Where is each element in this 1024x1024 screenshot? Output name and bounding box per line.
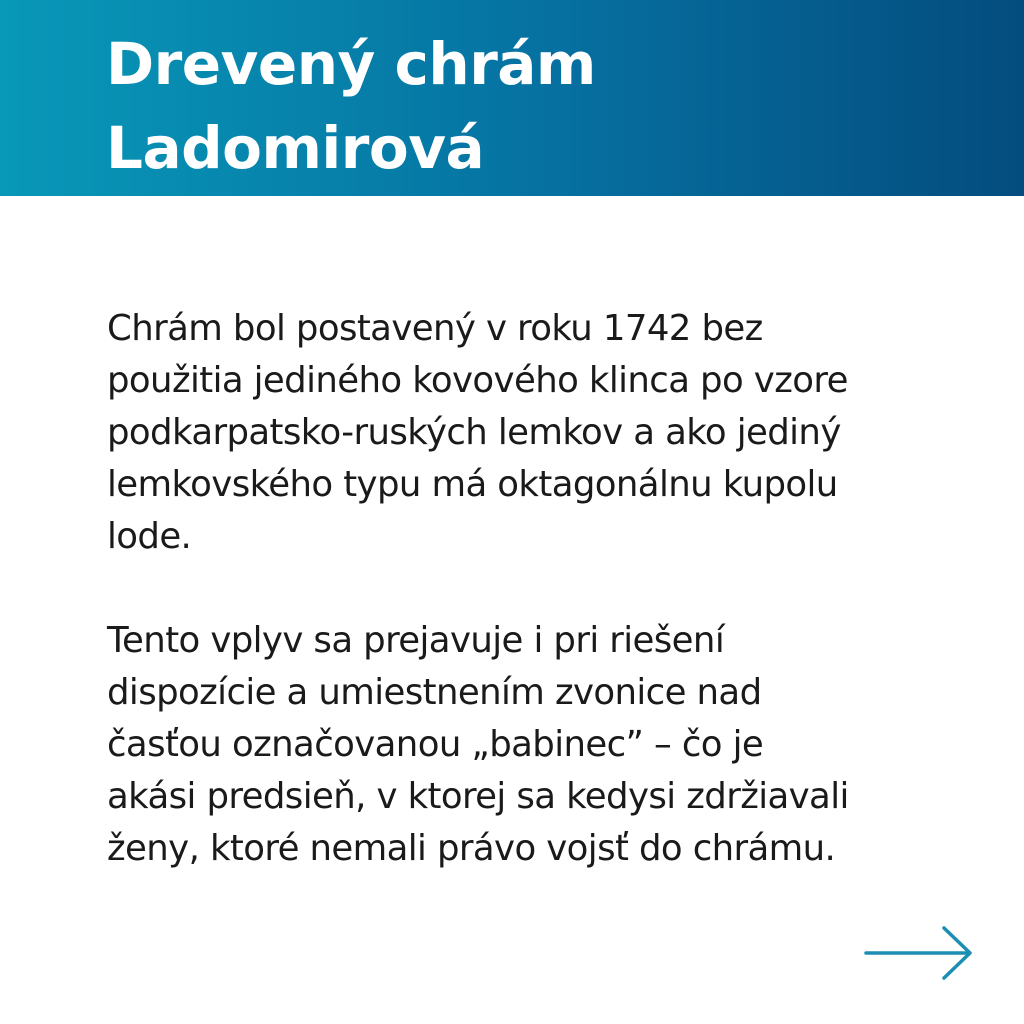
paragraph-1-line: lemkovského typu má oktagonálnu kupolu: [107, 464, 838, 505]
paragraph-2: [107, 615, 967, 875]
paragraph-1-line: lode.: [107, 516, 192, 557]
paragraph-1-line: použitia jediného kovového klinca po vzore: [107, 360, 848, 401]
title-line-1: Drevený chrám: [106, 30, 596, 98]
paragraph-2-line: ženy, ktoré nemali právo vojsť do chrámu.: [107, 828, 836, 869]
page-title: [106, 22, 986, 190]
header-band: [0, 0, 1024, 196]
paragraph-2-line: Tento vplyv sa prejavuje i pri riešení: [107, 620, 725, 661]
paragraph-1-line: podkarpatsko-ruských lemkov a ako jediný: [107, 412, 841, 453]
paragraph-1: [107, 303, 967, 563]
title-line-2: Ladomirová: [106, 114, 485, 182]
paragraph-2-line: akási predsieň, v ktorej sa kedysi zdržiavali: [107, 776, 849, 817]
next-button[interactable]: [862, 922, 976, 984]
arrow-right-icon: [862, 922, 976, 984]
paragraph-2-line: dispozície a umiestnením zvonice nad: [107, 672, 762, 713]
paragraph-1-line: Chrám bol postavený v roku 1742 bez: [107, 308, 763, 349]
body-text: [107, 303, 967, 875]
paragraph-2-line: časťou označovanou „babinec” – čo je: [107, 724, 764, 765]
